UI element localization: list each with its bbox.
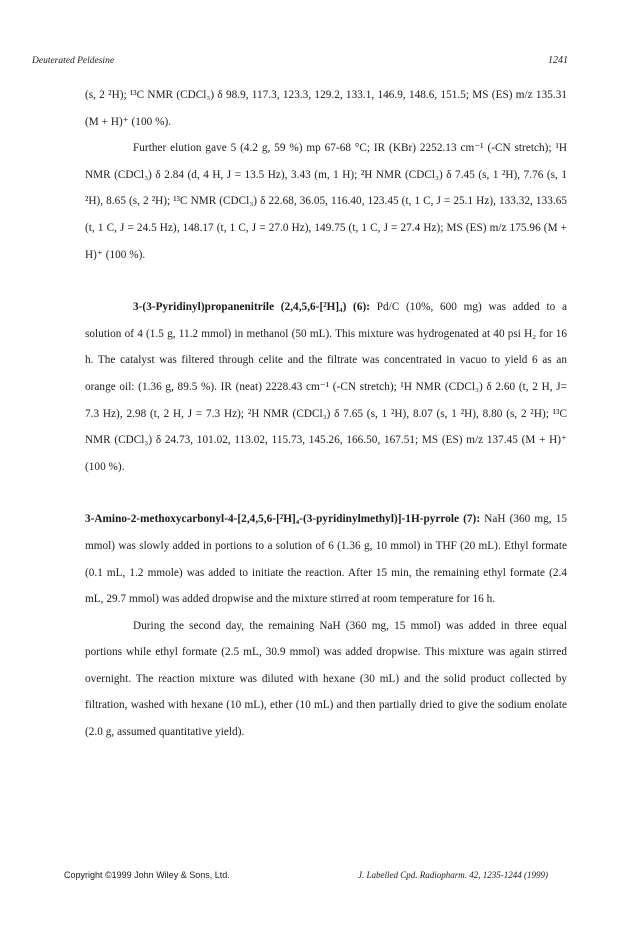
paragraph-continuation: (s, 2 ²H); ¹³C NMR (CDCl₃) δ 98.9, 117.3, 123.3, 129.2, 133.1, 146.9, 148.6, 151.5; MS (ES) m/z 135.31 (M + H)⁺ (100 %). <box>85 89 567 128</box>
paragraph-further-elution: Further elution gave 5 (4.2 g, 59 %) mp 67-68 °C; IR (KBr) 2252.13 cm⁻¹ (-CN stretch); ¹H NMR (CDCl₃) δ 2.84 (d, 4 H, J = 13.5 Hz), 3.43 (m, 1 H); ²H NMR (CDCl₃) δ 7.45 (s, 1 ²H), 7.76 (s, 1 ²H), 8.65 (s, 2 ²H); ¹³C NMR (CDCl₃) δ 22.68, 36.05, 116.40, 123.45 (t, 1 C, J = 25.1 Hz), 133.32, 133.65 (t, 1 C, J = 24.5 Hz), 148.17 (t, 1 C, J = 27.0 Hz), 149.75 (t, 1 C, J = 27.4 Hz); MS (ES) m/z 175.96 (M + H)⁺ (100 %). <box>85 142 567 261</box>
copyright-footer: Copyright ©1999 John Wiley & Sons, Ltd. <box>64 870 230 880</box>
paragraph-compound-7 <box>85 506 567 612</box>
compound-7-heading: 3-Amino-2-methoxycarbonyl-4-[2,4,5,6-[²H]₄-(3-pyridinylmethyl)]-1H-pyrrole (7): <box>85 513 481 526</box>
section-gap <box>85 268 567 294</box>
body-text <box>85 82 567 746</box>
paragraph-compound-6 <box>85 294 567 480</box>
compound-6-text: Pd/C (10%, 600 mg) was added to a solution of 4 (1.5 g, 11.2 mmol) in methanol (50 mL). This mixture was hydrogenated at 40 psi H₂ for 16 h. The catalyst was filtered through celite and the filtrate was concentrated in vacuo to yield 6 as an orange oil: (1.36 g, 89.5 %). IR (neat) 2228.43 cm⁻¹ (-CN stretch); ¹H NMR (CDCl₃) δ 2.60 (t, 2 H, J= 7.3 Hz), 2.98 (t, 2 H, J = 7.3 Hz); ²H NMR (CDCl₃) δ 7.65 (s, 1 ²H), 8.07 (s, 1 ²H), 8.80 (s, 2 ²H); ¹³C NMR (CDCl₃) δ 24.73, 101.02, 113.02, 115.73, 145.26, 166.50, 167.51; MS (ES) m/z 137.45 (M + H)⁺ (100 %). <box>85 301 567 473</box>
page-number: 1241 <box>548 55 568 66</box>
paragraph-second-day: During the second day, the remaining NaH (360 mg, 15 mmol) was added in three equal portions while ethyl formate (2.5 mL, 30.9 mmol) was added dropwise. This mixture was again stirred overnight. The reaction mixture was diluted with hexane (30 mL) and the solid product collected by filtration, washed with hexane (10 mL), ether (10 mL) and then partially dried to give the sodium enolate (2.0 g, assumed quantitative yield). <box>85 619 567 739</box>
compound-6-heading: 3-(3-Pyridinyl)propanenitrile (2,4,5,6-[²H]₄) (6): <box>133 301 371 314</box>
compound-7-text: NaH (360 mg, 15 mmol) was slowly added in portions to a solution of 6 (1.36 g, 10 mmol) in THF (20 mL). Ethyl formate (0.1 mL, 1.2 mmole) was added to initiate the reaction. After 15 min, the remaining ethyl formate (2.4 mL, 29.7 mmol) was added dropwise and the mixture stirred at room temperature for 16 h. <box>85 513 567 606</box>
section-gap <box>85 480 567 506</box>
citation-footer: J. Labelled Cpd. Radiopharm. 42, 1235-1244 (1999) <box>358 870 548 880</box>
running-head: Deuterated Peldesine <box>32 56 115 66</box>
